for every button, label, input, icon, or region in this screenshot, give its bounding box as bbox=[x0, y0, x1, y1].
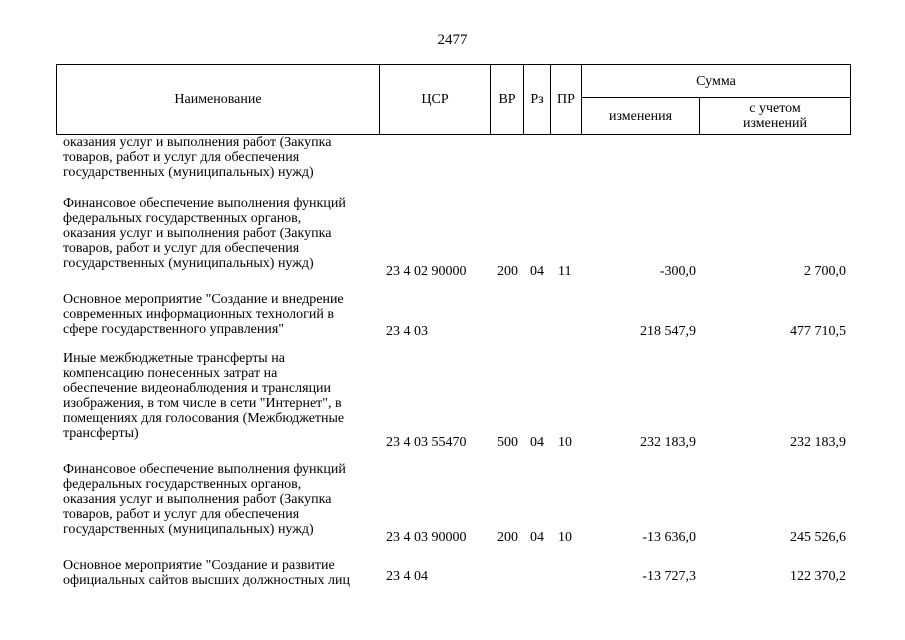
row-3-pr: 10 bbox=[558, 435, 572, 450]
row-4-line-2: оказания услуг и выполнения работ (Закупка bbox=[63, 492, 332, 507]
row-5-change: -13 727,3 bbox=[642, 569, 696, 584]
row-1-vr: 200 bbox=[497, 264, 518, 279]
row-1-line-1: федеральных государственных органов, bbox=[63, 211, 302, 226]
page-number: 2477 bbox=[437, 32, 468, 48]
row-3-name bbox=[63, 351, 376, 441]
row-2-line-1: современных информационных технологий в bbox=[63, 307, 334, 322]
row-3-with-change: 232 183,9 bbox=[790, 435, 846, 450]
row-4-line-4: государственных (муниципальных) нужд) bbox=[63, 522, 314, 537]
row-3-line-4: помещениях для голосования (Межбюджетные bbox=[63, 411, 345, 426]
header-pr-label: ПР bbox=[557, 92, 575, 107]
row-1-change: -300,0 bbox=[659, 264, 696, 279]
row-4-vr: 200 bbox=[497, 530, 518, 545]
row-4-pr: 10 bbox=[558, 530, 572, 545]
row-5-with-change: 122 370,2 bbox=[790, 569, 846, 584]
row-3-vr: 500 bbox=[497, 435, 518, 450]
header-sum-label: Сумма bbox=[696, 73, 736, 89]
row-0-line-2: государственных (муниципальных) нужд) bbox=[63, 165, 314, 180]
row-3-csr: 23 4 03 55470 bbox=[386, 435, 467, 450]
row-3-line-1: компенсацию понесенных затрат на bbox=[63, 366, 278, 381]
header-vr bbox=[490, 64, 524, 135]
header-change bbox=[581, 97, 700, 135]
row-4-change: -13 636,0 bbox=[642, 530, 696, 545]
row-1-name bbox=[63, 196, 376, 271]
row-2-name bbox=[63, 292, 376, 337]
header-change-label: изменения bbox=[608, 108, 673, 124]
row-1-line-0: Финансовое обеспечение выполнения функций bbox=[63, 196, 346, 211]
row-3-line-3: изображения, в том числе в сети "Интернет", в bbox=[63, 396, 342, 411]
row-2-line-2: сфере государственного управления" bbox=[63, 322, 285, 337]
row-1-with-change: 2 700,0 bbox=[804, 264, 846, 279]
row-5-line-1: официальных сайтов высших должностных лиц bbox=[63, 573, 350, 588]
row-2-with-change: 477 710,5 bbox=[790, 324, 846, 339]
row-5-csr: 23 4 04 bbox=[386, 569, 428, 584]
header-vr-label: ВР bbox=[498, 92, 516, 107]
row-4-name bbox=[63, 462, 376, 537]
header-name-label: Наименование bbox=[174, 92, 262, 107]
row-3-line-5: трансферты) bbox=[63, 426, 139, 441]
row-1-pr: 11 bbox=[558, 264, 572, 279]
row-4-rz: 04 bbox=[530, 530, 544, 545]
row-4-line-3: товаров, работ и услуг для обеспечения bbox=[63, 507, 300, 522]
row-3-rz: 04 bbox=[530, 435, 544, 450]
row-5-line-0: Основное мероприятие "Создание и развитие bbox=[63, 558, 335, 573]
header-rz bbox=[523, 64, 551, 135]
header-csr-label: ЦСР bbox=[421, 92, 449, 107]
row-3-line-2: обеспечение видеонаблюдения и трансляции bbox=[63, 381, 332, 396]
header-name bbox=[56, 64, 380, 135]
row-1-line-4: государственных (муниципальных) нужд) bbox=[63, 256, 314, 271]
row-1-line-2: оказания услуг и выполнения работ (Закупка bbox=[63, 226, 332, 241]
row-4-line-0: Финансовое обеспечение выполнения функций bbox=[63, 462, 346, 477]
row-4-with-change: 245 526,6 bbox=[790, 530, 846, 545]
header-with-change bbox=[699, 97, 851, 135]
row-1-csr: 23 4 02 90000 bbox=[386, 264, 467, 279]
header-sum bbox=[581, 64, 851, 98]
row-2-csr: 23 4 03 bbox=[386, 324, 428, 339]
row-1-line-3: товаров, работ и услуг для обеспечения bbox=[63, 241, 300, 256]
row-5-name bbox=[63, 558, 376, 588]
row-1-rz: 04 bbox=[530, 264, 544, 279]
header-rz-label: Рз bbox=[530, 92, 544, 107]
header-with-change-label: с учетом изменений bbox=[742, 101, 808, 131]
row-2-change: 218 547,9 bbox=[640, 324, 696, 339]
row-4-csr: 23 4 03 90000 bbox=[386, 530, 467, 545]
header-pr bbox=[550, 64, 582, 135]
row-2-line-0: Основное мероприятие "Создание и внедрение bbox=[63, 292, 344, 307]
row-3-change: 232 183,9 bbox=[640, 435, 696, 450]
row-0-line-1: товаров, работ и услуг для обеспечения bbox=[63, 150, 300, 165]
row-3-line-0: Иные межбюджетные трансферты на bbox=[63, 351, 285, 366]
row-4-line-1: федеральных государственных органов, bbox=[63, 477, 302, 492]
header-csr bbox=[379, 64, 491, 135]
row-0-name bbox=[63, 135, 376, 180]
row-0-line-0: оказания услуг и выполнения работ (Закупка bbox=[63, 135, 332, 150]
